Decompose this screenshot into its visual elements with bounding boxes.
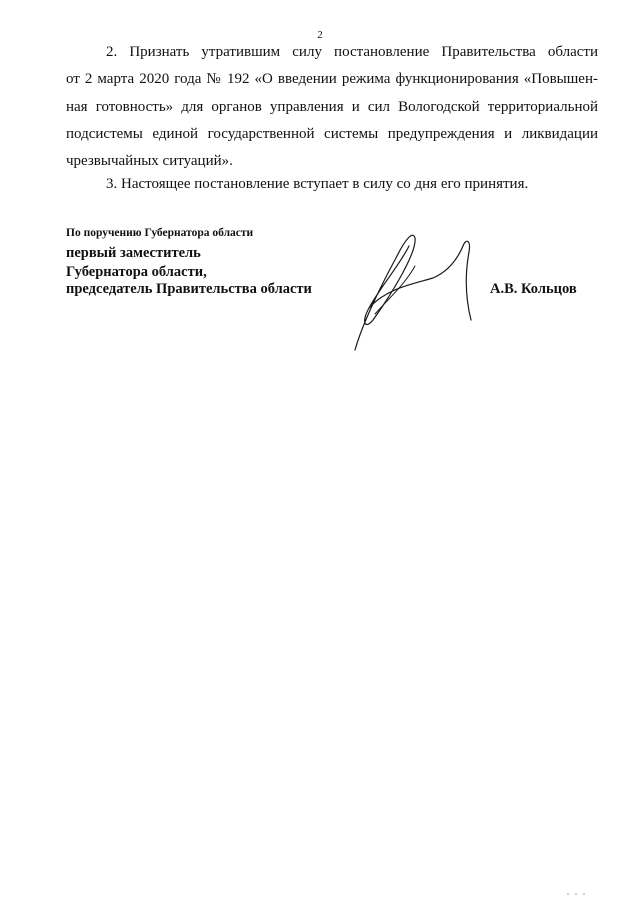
signer-title-line: председатель Правительства области <box>66 281 312 297</box>
handwritten-signature <box>335 222 485 354</box>
paragraph-2-line: 2. Признать утратившим силу постановление Правительства области <box>106 44 598 60</box>
paragraph-3-line: 3. Настоящее постановление вступает в силу со дня его принятия. <box>106 176 529 192</box>
page-number: 2 <box>317 29 323 41</box>
paragraph-3 <box>66 171 598 198</box>
signer-title-line: первый заместитель <box>66 245 201 261</box>
paragraph-2 <box>66 39 598 175</box>
corner-marks <box>566 892 586 896</box>
signature-note: По поручению Губернатора области <box>66 227 254 239</box>
signer-name: А.В. Кольцов <box>490 281 577 297</box>
paragraph-2-line: чрезвычайных ситуаций». <box>66 153 233 170</box>
paragraph-2-line: ная готовность» для органов управления и сил Вологодской территориальной <box>66 98 598 115</box>
paragraph-2-line: подсистемы единой государственной системы предупреждения и ликвидации <box>66 125 598 142</box>
paragraph-2-line: от 2 марта 2020 года № 192 «О введении режима функционирования «Повышен- <box>66 71 598 88</box>
signer-title-line: Губернатора области, <box>66 264 207 280</box>
